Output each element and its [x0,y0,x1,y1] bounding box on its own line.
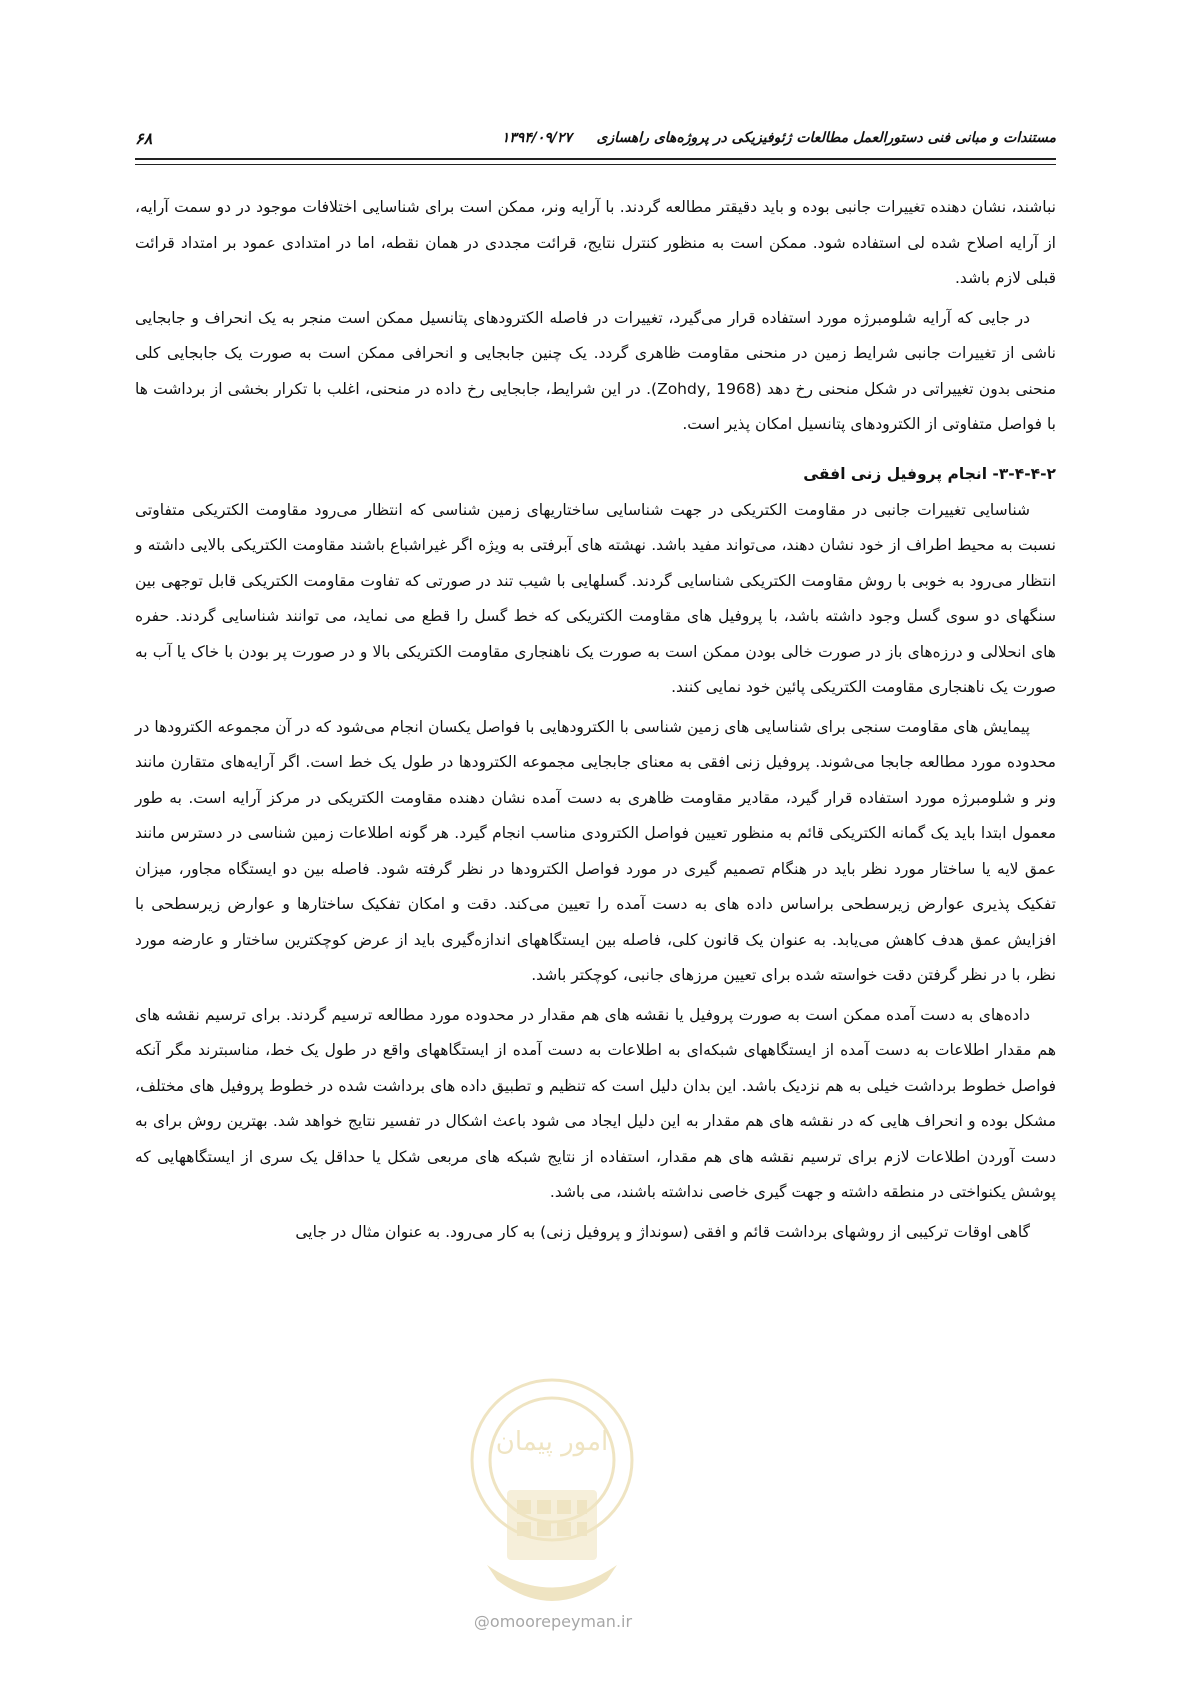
header-date: ۱۳۹۴/۰۹/۲۷ [501,130,573,146]
watermark-logo [447,1360,657,1640]
running-header [135,125,1056,151]
paragraph-3: شناسایی تغییرات جانبی در مقاومت الکتریکی در جهت شناسایی ساختاریهای زمین شناسی که انتظار می‌رود مقاومت الکتریکی متفاوتی نسبت به محیط اطراف از خود نشان دهند، می‌تواند مفید باشد. نهشته های آبرفتی به ویژه اگر غیراشباع باشند مقاومت الکتریکی بالایی داشته و انتظار می‌رود به خوبی با روش مقاومت الکتریکی شناسایی گردند. گسلهایی با شیب تند در صورتی که تفاوت مقاومت الکتریکی قابل توجهی بین سنگهای دو سوی گسل وجود داشته باشد، با پروفیل های مقاومت الکتریکی که خط گسل را قطع می نماید، می توانند شناسایی گردند. حفره های انحلالی و درزه‌های باز در صورت خالی بودن ممکن است به صورت یک ناهنجاری مقاومت الکتریکی بالا و در صورت پر بودن با خاک یا آب به صورت یک ناهنجاری مقاومت الکتریکی پائین خود نمایی کنند. [135,500,1056,696]
header-divider [135,158,1056,165]
body-text [135,190,1056,1250]
paragraph-6: گاهی اوقات ترکیبی از روشهای برداشت قائم و افقی (سونداژ و پروفیل زنی) به کار می‌رود. به عنوان مثال در جایی [295,1222,1030,1241]
paragraph-5: داده‌های به دست آمده ممکن است به صورت پروفیل یا نقشه های هم مقدار در محدوده مورد مطالعه ترسیم گردند. برای ترسیم نقشه های هم مقدار اطلاعات به دست آمده از ایستگاههای شبکه‌ای به اطلاعات به دست آمده از ایستگاههای واقع در طول یک خط، مناسبترند مگر آنکه فواصل خطوط برداشت خیلی به هم نزدیک باشد. این بدان دلیل است که تنظیم و تطبیق داده های برداشت شده در خطوط پروفیل های مختلف، مشکل بوده و انحراف هایی که در نقشه های هم مقدار به این دلیل ایجاد می شود باعث اشکال در تفسیر نتایج خواهد شد. بهترین روش برای به دست آوردن اطلاعات لازم برای ترسیم نقشه های هم مقدار، استفاده از نتایج شبکه های مربعی شکل یا حداقل یک سری از ایستگاههایی که پوشش یکنواختی در منطقه داشته و جهت گیری خاصی نداشته باشند، می باشد. [135,1005,1056,1201]
header-title-line [502,130,1056,146]
paragraph-1: نباشند، نشان دهنده تغییرات جانبی بوده و باید دقیقتر مطالعه گردند. با آرایه ونر، ممکن است برای شناسایی اختلافات موجود در دو سمت آرایه، از آرایه اصلاح شده لی استفاده شود. ممکن است به منظور کنترل نتایج، قرائت مجددی در همان نقطه، اما در امتدادی عمود بر امتداد قرائت قبلی لازم باشد. [135,198,1056,287]
paragraph-2: در جایی که آرایه شلومبرژه مورد استفاده قرار می‌گیرد، تغییرات در فاصله الکترودهای پتانسیل ممکن است منجر به یک انحراف و جابجایی ناشی از تغییرات جانبی شرایط زمین در منحنی مقاومت ظاهری گردد. یک چنین جابجایی و انحرافی ممکن است به صورت یک جابجایی کلی منحنی بدون تغییراتی در شکل منحنی رخ دهد (Zohdy, 1968). در این شرایط، جابجایی رخ داده در منحنی، اغلب با تکرار بخشی از برداشت ها با فواصل متفاوتی از الکترودهای پتانسیل امکان پذیر است. [135,308,1056,433]
header-title: مستندات و مبانی فنی دستورالعمل مطالعات ژئوفیزیکی در پروژه‌های راهسازی [596,130,1056,146]
paragraph-4: پیمایش های مقاومت سنجی برای شناسایی های زمین شناسی با الکترودهایی با فواصل یکسان انجام می‌شود که در آن مجموعه الکترودها در محدوده مورد مطالعه جابجا می‌شوند. پروفیل زنی افقی به معنای جابجایی مجموعه الکترودها در طول یک خط است. اگر آرایه‌های متقارن مانند ونر و شلومبرژه مورد استفاده قرار گیرد، مقادیر مقاومت ظاهری به دست آمده نشان دهنده مقاومت الکتریکی در مرکز آرایه است. به طور معمول ابتدا باید یک گمانه الکتریکی قائم به منظور تعیین فواصل الکترودی مناسب انجام گیرد. هر گونه اطلاعات زمین شناسی در دسترس مانند عمق لایه یا ساختار مورد نظر باید در هنگام تصمیم گیری در مورد فواصل الکترودها در نظر گرفته شود. فاصله بین دو ایستگاه مجاور، میزان تفکیک پذیری عوارض زیرسطحی براساس داده های به دست آمده را تعیین می‌کند. دقت و امکان تفکیک ساختارها و عوارض زیرسطحی با افزایش عمق هدف کاهش می‌یابد. به عنوان یک قانون کلی، فاصله بین ایستگاههای اندازه‌گیری باید از عرض کوچکترین ساختار و عارضه مورد نظر، با در نظر گرفتن دقت خواسته شده برای تعیین مرزهای جانبی، کوچکتر باشد. [135,717,1056,984]
watermark-url: @omoorepeyman.ir [473,1612,633,1631]
section-heading: ۳-۴-۴-۲- انجام پروفیل زنی افقی [803,464,1056,483]
page-number: ۶۸ [135,128,153,148]
watermark-logo-text: امور پیمان [495,1427,609,1457]
